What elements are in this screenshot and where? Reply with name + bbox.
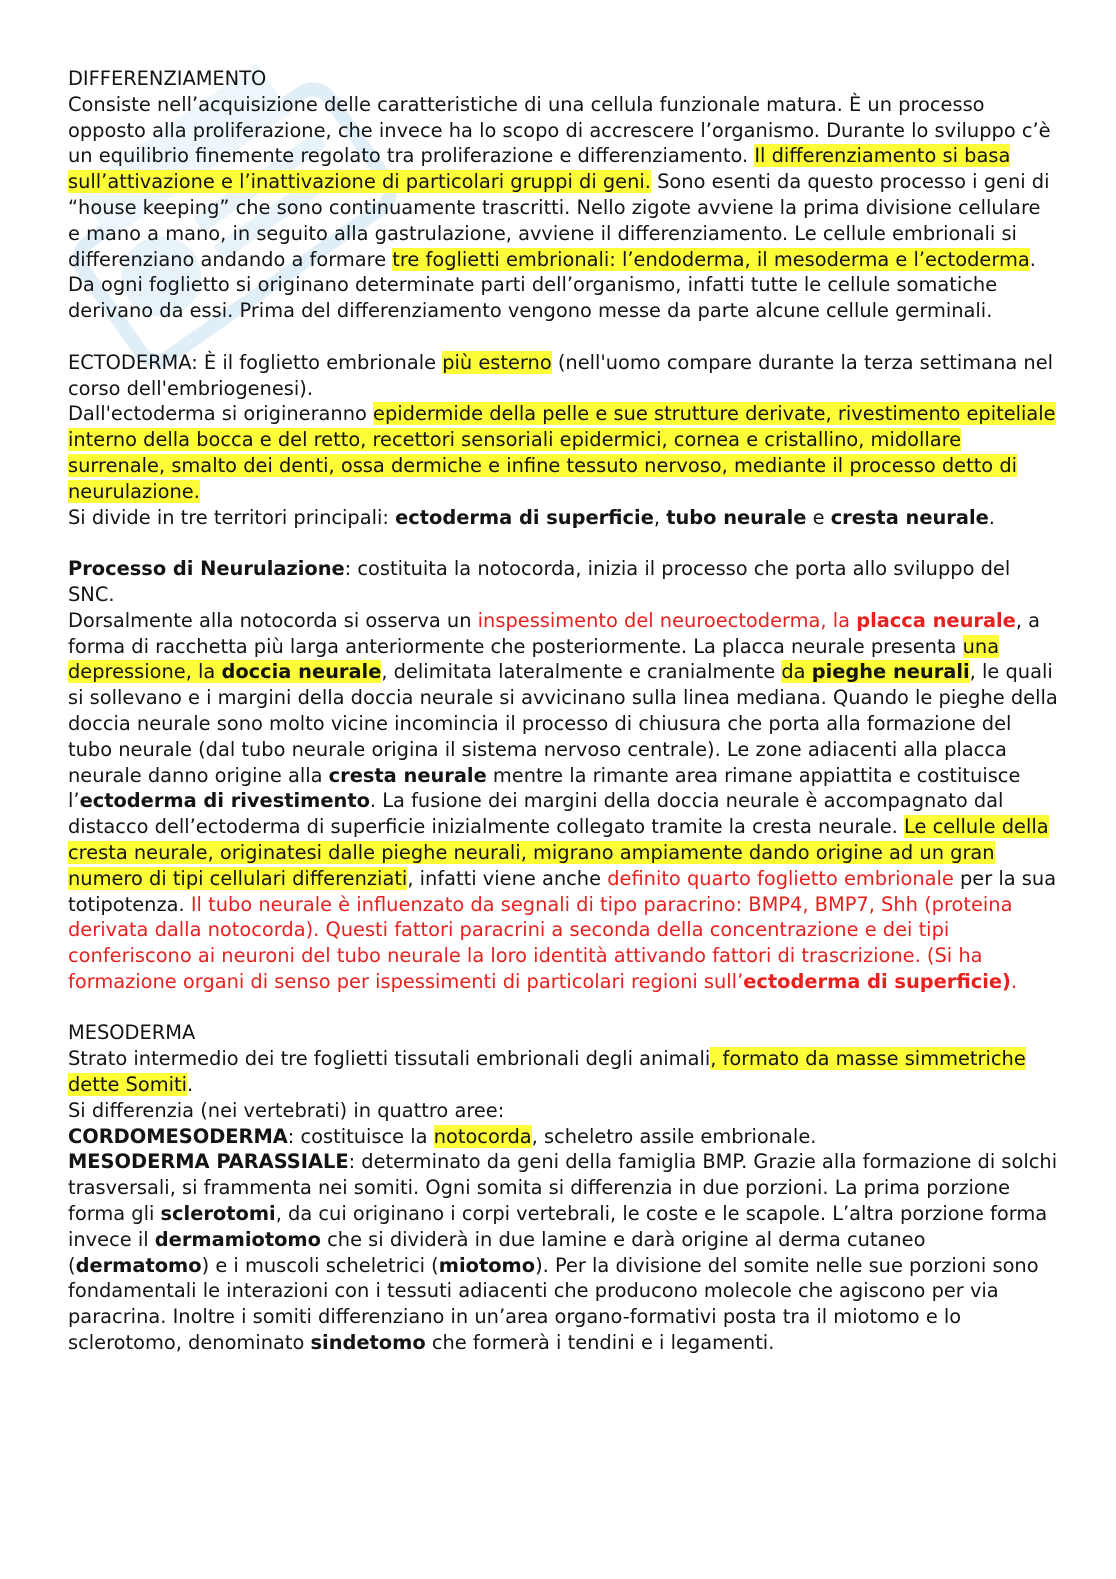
paragraph-ectoderma-derivati: Dall'ectoderma si origineranno epidermide della pelle e sue strutture derivate, rivestimento epiteliale interno della bocca e del retto, recettori sensoriali epidermici, cornea e cristallino, midollare surrenale, smalto dei denti, ossa dermiche e infine tessuto nervoso, mediante il processo detto di neurulazione. [68, 402, 1056, 503]
paragraph-neurulazione: Dorsalmente alla notocorda si osserva un inspessimento del neuroectoderma, la placca neurale, a forma di racchetta più larga anteriormente che posteriormente. La placca neurale presenta una depressione, la doccia neurale, delimitata lateralmente e cranialmente da pieghe neurali, le quali si sollevano e i margini della doccia neurale si avvicinano sulla linea mediana. Quando le pieghe della doccia neurale sono molto vicine incomincia il processo di chiusura che porta alla formazione del tubo neurale (dal tubo neurale origina il sistema nervoso centrale). Le zone adiacenti alla placca neurale danno origine alla cresta neurale mentre la rimante area rimane appiattita e costituisce l’ectoderma di rivestimento. La fusione dei margini della doccia neurale è accompagnato dal distacco dell’ectoderma di superficie inizialmente collegato tramite la cresta neurale. Le cellule della cresta neurale, originatesi dalle pieghe neurali, migrano ampiamente dando origine ad un gran numero di tipi cellulari differenziati, infatti viene anche definito quarto foglietto embrionale per la sua totipotenza. Il tubo neurale è influenzato da segnali di tipo paracrino: BMP4, BMP7, Shh (proteina derivata dalla notocorda). Questi fattori paracrini a seconda della concentrazione e dei tipi conferiscono ai neuroni del tubo neurale la loro identità attivando fattori di trascrizione. (Si ha formazione organi di senso per ispessimenti di particolari regioni sull’ectoderma di superficie). [68, 608, 1058, 993]
paragraph-mesoderma-aree: Si differenzia (nei vertebrati) in quattro aree: [68, 1098, 505, 1122]
paragraph-cordomesoderma: CORDOMESODERMA: costituisce la notocorda, scheletro assile embrionale. [68, 1124, 817, 1148]
paragraph-mesoderma-intro: Strato intermedio dei tre foglietti tissutali embrionali degli animali, formato da masse simmetriche dette Somiti. [68, 1047, 1026, 1097]
section-heading-mesoderma: MESODERMA [68, 1021, 196, 1045]
paragraph-differenziamento: Consiste nell’acquisizione delle caratteristiche di una cellula funzionale matura. È un processo opposto alla proliferazione, che invece ha lo scopo di accrescere l’organismo. Durante lo sviluppo c’è un equilibrio finemente regolato tra proliferazione e differenziamento. Il differenziamento si basa sull’attivazione e l’inattivazione di particolari gruppi di geni. Sono esenti da questo processo i geni di “house keeping” che sono continuamente trascritti. Nello zigote avviene la prima divisione cellulare e mano a mano, in seguito alla gastrulazione, avviene il differenziamento. Le cellule embrionali si differenziano andando a formare tre foglietti embrionali: l’endoderma, il mesoderma e l’ectoderma. Da ogni foglietto si originano determinate parti dell’organismo, infatti tutte le cellule somatiche derivano da essi. Prima del differenziamento vengono messe da parte alcune cellule germinali. [68, 92, 1051, 323]
paragraph-mesoderma-parassiale: MESODERMA PARASSIALE: determinato da geni della famiglia BMP. Grazie alla formazione di solchi trasversali, si frammenta nei somiti. Ogni somita si differenzia in due porzioni. La prima porzione forma gli sclerotomi, da cui originano i corpi vertebrali, le coste e le scapole. L’altra porzione forma invece il dermamiotomo che si dividerà in due lamine e darà origine al derma cutaneo (dermatomo) e i muscoli scheletrici (miotomo). Per la divisione del somite nelle sue porzioni sono fondamentali le interazioni con i tessuti adiacenti che producono molecole che agiscono per via paracrina. Inoltre i somiti differenziano in un’area organo-formativi posta tra il miotomo e lo sclerotomo, denominato sindetomo che formerà i tendini e i legamenti. [68, 1150, 1058, 1355]
paragraph-neurulazione-title: Processo di Neurulazione: costituita la notocorda, inizia il processo che porta allo sviluppo del SNC. [68, 557, 1011, 606]
paragraph-ectoderma-territori: Si divide in tre territori principali: ectoderma di superficie, tubo neurale e cresta neurale. [68, 505, 995, 529]
paragraph-ectoderma-intro: ECTODERMA: È il foglietto embrionale più esterno (nell'uomo compare durante la terza settimana nel corso dell'embriogenesi). [68, 350, 1054, 400]
document-body [68, 66, 1058, 1356]
section-heading-differenziamento: DIFFERENZIAMENTO [68, 67, 267, 90]
